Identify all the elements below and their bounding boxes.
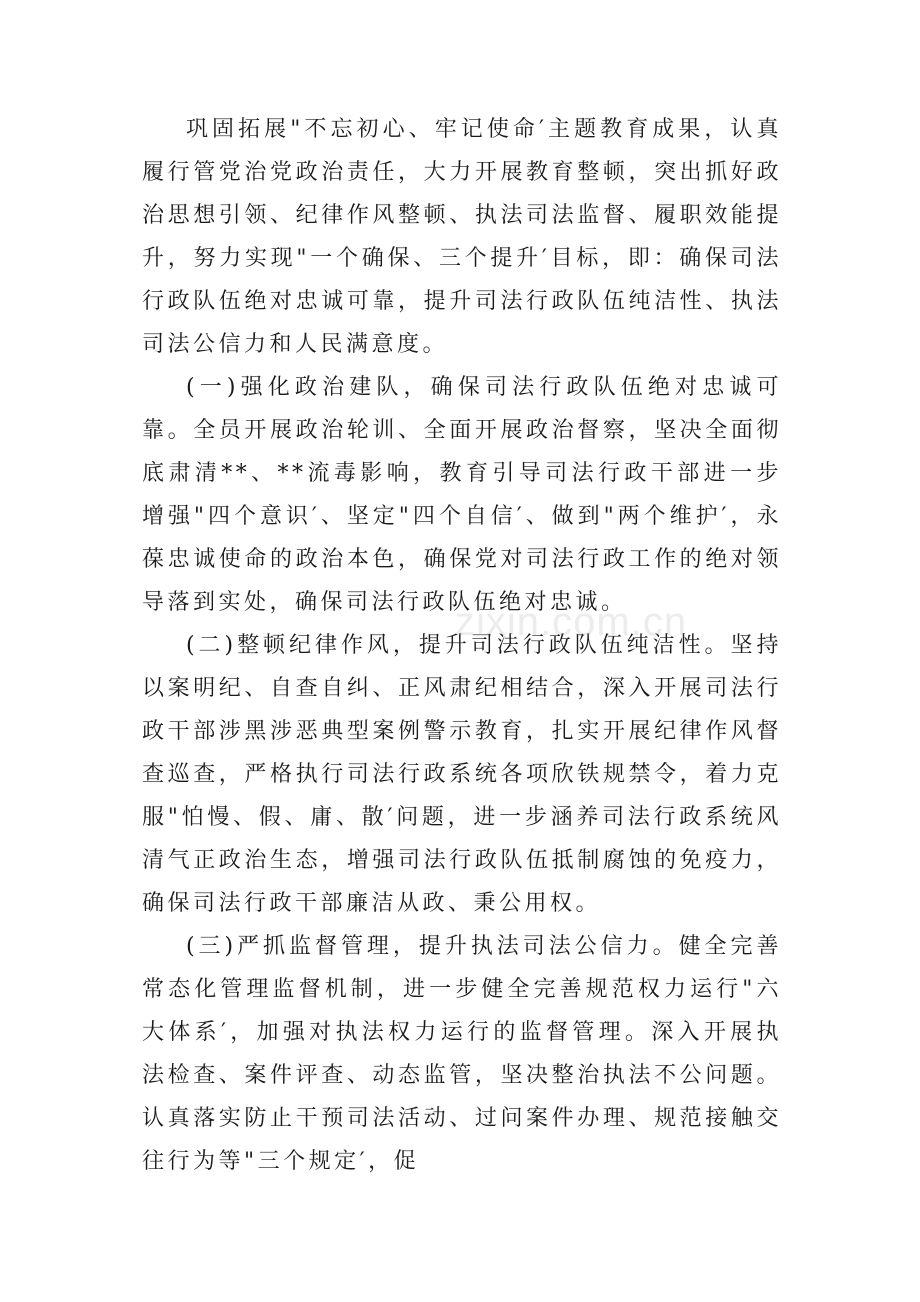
- paragraph-intro: 巩固拓展"不忘初心、牢记使命′主题教育成果，认真履行管党治党政治责任，大力开展教育整顿，突出抓好政治思想引领、纪律作风整顿、执法司法监督、履职效能提升，努力实现"一个确保、三个提升′目标，即：确保司法行政队伍绝对忠诚可靠，提升司法行政队伍纯洁性、执法司法公信力和人民满意度。: [142, 117, 782, 357]
- watermark: zixin.com.cn: [455, 600, 688, 644]
- paragraph-section-3: (三)严抓监督管理，提升执法司法公信力。健全完善常态化管理监督机制，进一步健全完善规范权力运行"六大体系′，加强对执法权力运行的监督管理。深入开展执法检查、案件评查、动态监管，坚决整治执法不公问题。认真落实防止干预司法活动、过问案件办理、规范接触交往行为等"三个规定′，促: [142, 934, 782, 1174]
- paragraph-section-1: (一)强化政治建队，确保司法行政队伍绝对忠诚可靠。全员开展政治轮训、全面开展政治督察，坚决全面彻底肃清**、**流毒影响，教育引导司法行政干部进一步增强"四个意识′、坚定"四个自信′、做到"两个维护′，永葆忠诚使命的政治本色，确保党对司法行政工作的绝对领导落到实处，确保司法行政队伍绝对忠诚。: [142, 375, 782, 615]
- document-body: [142, 108, 782, 1183]
- paragraph-section-2: (二)整顿纪律作风，提升司法行政队伍纯洁性。坚持以案明纪、自查自纠、正风肃纪相结合，深入开展司法行政干部涉黑涉恶典型案例警示教育，扎实开展纪律作风督查巡查，严格执行司法行政系统各项欣铁规禁令，着力克服"怕慢、假、庸、散′问题，进一步涵养司法行政系统风清气正政治生态，增强司法行政队伍抵制腐蚀的免疫力，确保司法行政干部廉洁从政、秉公用权。: [142, 633, 782, 916]
